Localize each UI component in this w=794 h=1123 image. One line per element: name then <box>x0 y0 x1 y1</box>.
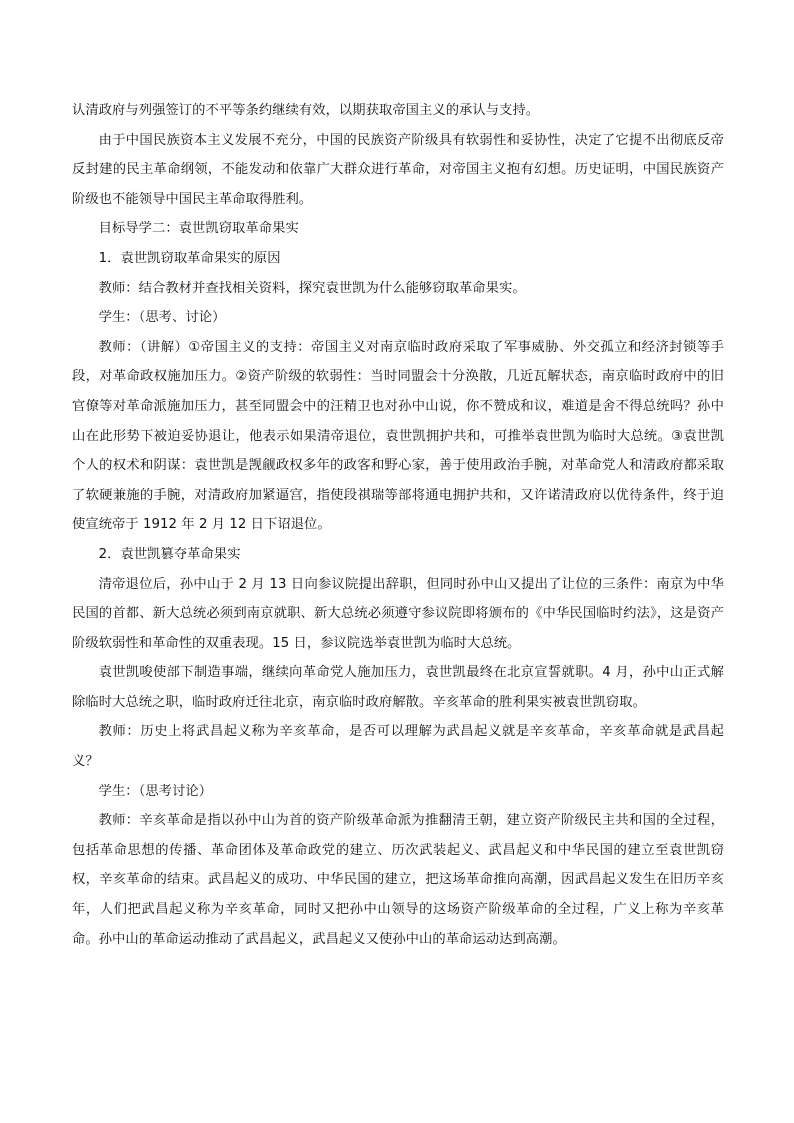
document-body <box>72 96 724 954</box>
subheading-reasons: 1．袁世凯窃取革命果实的原因 <box>98 250 281 266</box>
paragraph-bourgeoisie-weakness: 由于中国民族资本主义发展不充分，中国的民族资产阶级具有软弱性和妥协性，决定了它提不出彻底反帝反封建的民主革命纲领，不能发动和依靠广大群众进行革命，对帝国主义抱有幻想。历史证明，中国民族资产阶级也不能领导中国民主革命取得胜利。 <box>72 132 724 207</box>
paragraph-qing-abdication: 清帝退位后，孙中山于 2 月 13 日向参议院提出辞职，但同时孙中山又提出了让位的三条件：南京为中华民国的首都、新大总统必须到南京就职、新大总统必须遵守参议院即将颁布的《中华民国临时约法》，这是资产阶级软弱性和革命性的双重表现。15 日，参议院选举袁世凯为临时大总统。 <box>72 576 724 651</box>
teacher-explanation: 教师：（讲解）①帝国主义的支持：帝国主义对南京临时政府采取了军事威胁、外交孤立和经济封锁等手段，对革命政权施加压力。②资产阶级的软弱性：当时同盟会十分涣散，几近瓦解状态，南京临时政府中的旧官僚等对革命派施加压力，甚至同盟会中的汪精卫也对孙中山说，你不赞成和议，难道是舍不得总统吗？孙中山在此形势下被迫妥协退让，他表示如果清帝退位，袁世凯拥护共和，可推举袁世凯为临时大总统。③袁世凯个人的权术和阴谋：袁世凯是觊觎政权多年的政客和野心家，善于使用政治手腕，对革命党人和清政府都采取了软硬兼施的手腕，对清政府加紧逼宫，指使段祺瑞等部将通电拥护共和，又许诺清政府以优待条件，终于迫使宣统帝于 1912 年 2 月 12 日下诏退位。 <box>72 339 724 533</box>
paragraph-yuan-takes-power: 袁世凯唆使部下制造事端，继续向革命党人施加压力，袁世凯最终在北京宣誓就职。4 月，孙中山正式解除临时大总统之职，临时政府迁往北京，南京临时政府解散。辛亥革命的胜利果实被袁世凯窃取。 <box>72 665 724 710</box>
student-discussion: 学生：（思考讨论） <box>98 783 213 799</box>
teacher-summary: 教师：辛亥革命是指以孙中山为首的资产阶级革命派为推翻清王朝，建立资产阶级民主共和国的全过程，包括革命思想的传播、革命团体及革命政党的建立、历次武装起义、武昌起义和中华民国的建立至袁世凯窃权，辛亥革命的结束。武昌起义的成功、中华民国的建立，把这场革命推向高潮，因武昌起义发生在旧历辛亥年，人们把武昌起义称为辛亥革命，同时又把孙中山领导的这场资产阶级革命的全过程，广义上称为辛亥革命。孙中山的革命运动推动了武昌起义，武昌起义又使孙中山的革命运动达到高潮。 <box>72 813 724 947</box>
teacher-question: 教师：结合教材并查找相关资料，探究袁世凯为什么能够窃取革命果实。 <box>98 280 526 296</box>
student-response: 学生：（思考、讨论） <box>98 310 226 326</box>
teacher-discussion-question: 教师：历史上将武昌起义称为辛亥革命，是否可以理解为武昌起义就是辛亥革命，辛亥革命就是武昌起义？ <box>72 724 724 770</box>
section-heading-objective-two: 目标导学二：袁世凯窃取革命果实 <box>98 221 299 237</box>
subheading-usurpation: 2．袁世凯篡夺革命果实 <box>98 546 241 562</box>
paragraph-intro-continuation: 认清政府与列强签订的不平等条约继续有效，以期获取帝国主义的承认与支持。 <box>72 103 540 118</box>
